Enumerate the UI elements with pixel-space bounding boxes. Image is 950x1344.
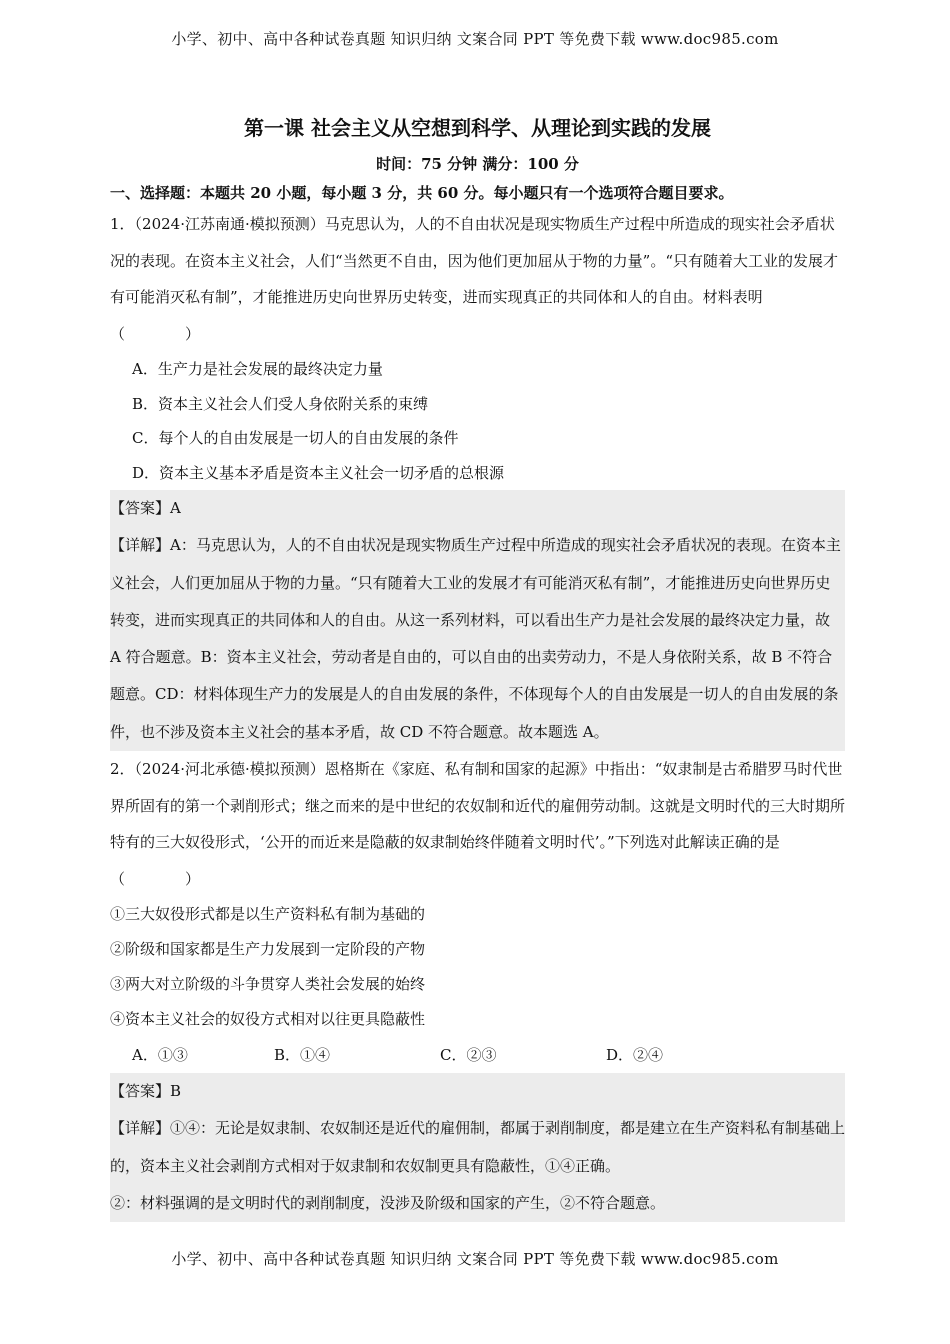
question-2	[110, 751, 845, 1222]
answer-block	[110, 1073, 845, 1222]
document-body	[110, 112, 845, 1222]
options-row	[110, 1037, 845, 1073]
statement-1: ①三大奴役形式都是以生产资料私有制为基础的	[110, 905, 426, 924]
statement-4: ④资本主义社会的奴役方式相对以往更具隐蔽性	[110, 1010, 426, 1029]
option-d: D．资本主义基本矛盾是资本主义社会一切矛盾的总根源	[132, 463, 505, 482]
page-footer: 小学、初中、高中各种试卷真题 知识归纳 文案合同 PPT 等免费下载 www.doc985.com	[171, 1250, 779, 1268]
question-1	[110, 206, 845, 751]
exam-info: 时间：75 分钟 满分：100 分	[376, 155, 579, 173]
page-title: 第一课 社会主义从空想到科学、从理论到实践的发展	[244, 116, 711, 140]
page-header: 小学、初中、高中各种试卷真题 知识归纳 文案合同 PPT 等免费下载 www.doc985.com	[171, 30, 779, 48]
answer-detail: 【详解】①④：无论是奴隶制、农奴制还是近代的雇佣制，都属于剥削制度，都是建立在生产资料私有制基础上的，资本主义社会剥削方式相对于奴隶制和农奴制更具有隐蔽性，①④正确。	[110, 1119, 846, 1175]
option-c: C．②③	[440, 1046, 497, 1065]
answer-detail: ②：材料强调的是文明时代的剥削制度，没涉及阶级和国家的产生，②不符合题意。	[110, 1193, 666, 1212]
option-b: B．①④	[274, 1046, 331, 1065]
question-stem: 1．（2024·江苏南通·模拟预测）马克思认为，人的不自由状况是现实物质生产过程中所造成的现实社会矛盾状况的表现。在资本主义社会，人们“当然更不自由，因为他们更加屈从于物的力量”。“只有随着大工业的发展才有可能消灭私有制”，才能推进历史向世界历史转变，进而实现真正的共同体和人的自由。材料表明（ ）	[110, 215, 839, 343]
option-c: C．每个人的自由发展是一切人的自由发展的条件	[132, 429, 459, 447]
answer-block	[110, 490, 845, 751]
option-d: D．②④	[606, 1046, 664, 1065]
question-stem: 2．（2024·河北承德·模拟预测）恩格斯在《家庭、私有制和国家的起源》中指出：“奴隶制是古希腊罗马时代世界所固有的第一个剥削形式；继之而来的是中世纪的农奴制和近代的雇佣劳动制。这就是文明时代的三大时期所特有的三大奴役形式，‘公开的而近来是隐蔽的奴隶制始终伴随着文明时代’。”下列选对此解读正确的是（ ）	[110, 760, 846, 888]
option-b: B．资本主义社会人们受人身依附关系的束缚	[132, 394, 429, 413]
statement-2: ②阶级和国家都是生产力发展到一定阶段的产物	[110, 940, 426, 959]
option-a: A．①③	[132, 1046, 188, 1065]
answer-detail: 【详解】A：马克思认为，人的不自由状况是现实物质生产过程中所造成的现实社会矛盾状况的表现。在资本主义社会，人们更加屈从于物的力量。“只有随着大工业的发展才有可能消灭私有制”，才能推进历史向世界历史转变，进而实现真正的共同体和人的自由。从这一系列材料，可以看出生产力是社会发展的最终决定力量，故 A 符合题意。B：资本主义社会，劳动者是自由的，可以自由的出卖劳动力，不是人身依附关系，故 B 不符合题意。CD：材料体现生产力的发展是人的自由发展的条件，不体现每个人的自由发展是一切人的自由发展的条件，也不涉及资本主义社会的基本矛盾，故 CD 不符合题意。故本题选 A。	[110, 536, 841, 741]
answer-label: 【答案】B	[110, 1082, 182, 1101]
statement-3: ③两大对立阶级的斗争贯穿人类社会发展的始终	[110, 975, 426, 994]
answer-label: 【答案】A	[110, 499, 181, 517]
option-a: A．生产力是社会发展的最终决定力量	[132, 360, 383, 378]
section-heading: 一、选择题：本题共 20 小题，每小题 3 分，共 60 分。每小题只有一个选项符合题目要求。	[110, 184, 734, 202]
